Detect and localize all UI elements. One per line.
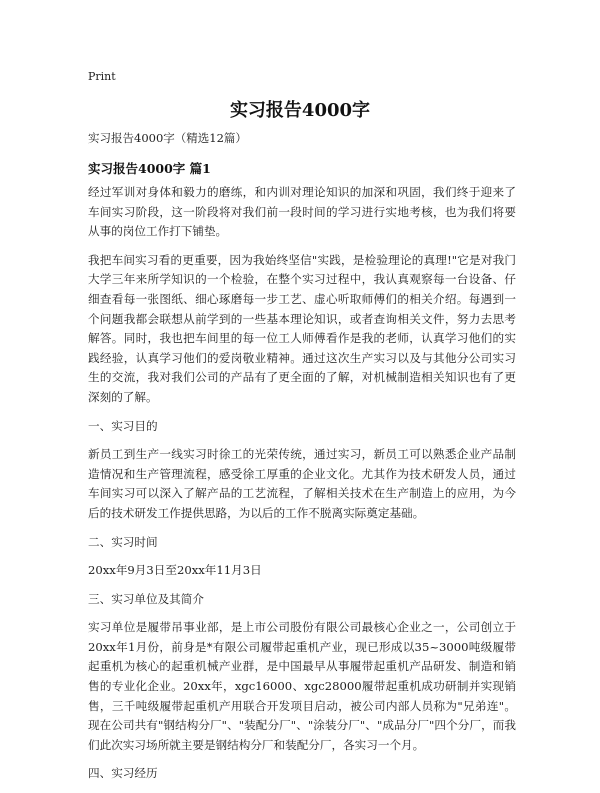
- heading-experience: 四、实习经历: [88, 766, 158, 781]
- paragraph-intro: 经过军训对身体和毅力的磨练，和内训对理论知识的加深和巩固，我们终于迎来了车间实习阶段，这一阶段将对我们前一段时间的学习进行实地考核，也为我们将要从事的岗位工作打下铺垫。: [88, 185, 516, 239]
- document-body: [88, 183, 516, 793]
- page-title: 实习报告4000字: [229, 100, 371, 121]
- heading-time: 二、实习时间: [88, 534, 158, 549]
- paragraph-time: 20xx年9月3日至20xx年11月3日: [88, 563, 262, 578]
- paragraph-purpose: 新员工到生产一线实习时徐工的光荣传统，通过实习，新员工可以熟悉企业产品制造情况和生产管理流程，感受徐工厚重的企业文化。尤其作为技术研发人员，通过车间实习可以深入了解产品的工艺流程，了解相关技术在生产制造上的应用，为今后的技术研发工作提供思路，为以后的工作不脱离实际奠定基础。: [88, 447, 516, 520]
- paragraph-company: 实习单位是履带吊事业部，是上市公司股份有限公司最核心企业之一，公司创立于20xx年1月份，前身是*有限公司履带起重机产业，现已形成以35~3000吨级履带起重机为核心的起重机械产业群，是中国最早从事履带起重机产品研发、制造和销售的专业化企业。20xx年，xgc16000、xgc28000履带起重机成功研制并实现销售，三千吨级履带起重机产用联合开发项目启动，被公司内部人员称为"兄弟连"。现在公司共有"钢结构分厂"、"装配分厂"、"涂装分厂"、"成品分厂"四个分厂，而我们此次实习场所就主要是钢结构分厂和装配分厂，各实习一个月。: [88, 620, 516, 752]
- heading-company: 三、实习单位及其简介: [88, 591, 204, 606]
- heading-purpose: 一、实习目的: [88, 418, 158, 433]
- print-label[interactable]: Print: [88, 70, 116, 83]
- section-title: 实习报告4000字 篇1: [88, 161, 211, 176]
- paragraph-workshop-practice: 我把车间实习看的更重要，因为我始终坚信"实践，是检验理论的真理!"它是对我门大学三年来所学知识的一个检验，在整个实习过程中，我认真观察每一台设备、仔细查看每一张图纸、细心琢磨每一步工艺、虚心听取师傅们的相关介绍。每遇到一个问题我都会联想从前学到的一些基本理论知识，或者查询相关文件，努力去思考解答。同时，我也把车间里的每一位工人师傅看作是我的老师，认真学习他们的实践经验，认真学习他们的爱岗敬业精神。通过这次生产实习以及与其他分公司实习生的交流，我对我们公司的产品有了更全面的了解，对机械制造相关知识也有了更深刻的了解。: [88, 252, 516, 404]
- document-subtitle: 实习报告4000字（精选12篇）: [88, 131, 247, 145]
